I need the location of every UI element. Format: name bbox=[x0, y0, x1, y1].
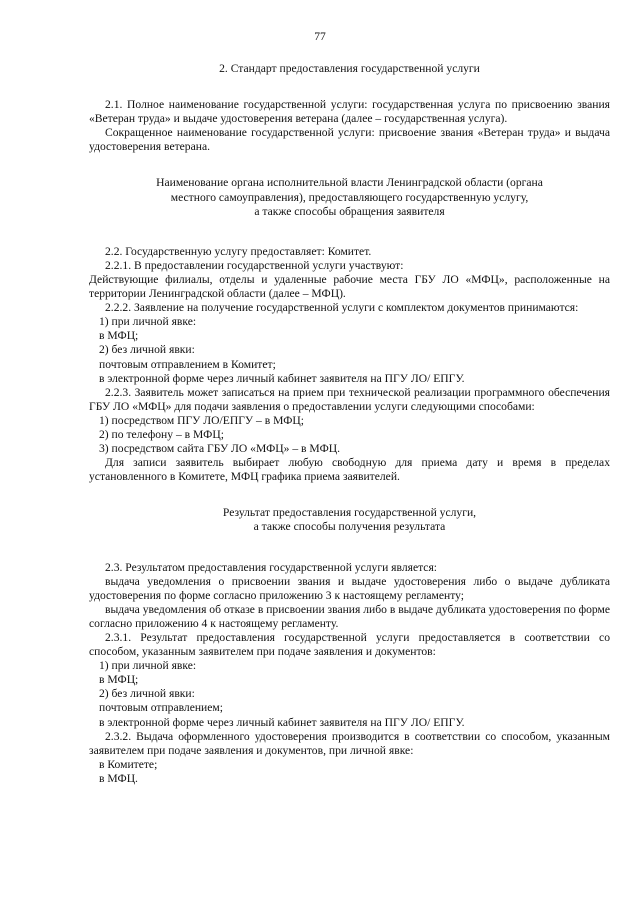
list-item: почтовым отправлением в Комитет; bbox=[99, 357, 276, 371]
heading-organ bbox=[89, 176, 610, 218]
paragraph-2-3-2: 2.3.2. Выдача оформленного удостоверения производится в соответствии со способом, указанным заявителем при подаче заявления и документов, при личной явке: bbox=[89, 729, 610, 757]
paragraph-2-2-2: 2.2.2. Заявление на получение государственной услуги с комплектом документов принимаются: bbox=[105, 301, 579, 315]
paragraph-2-2-1: 2.2.1. В предоставлении государственной услуги участвуют: bbox=[105, 258, 404, 272]
paragraph-2-3-a: выдача уведомления о присвоении звания и выдаче удостоверения либо о выдаче дубликата удостоверения по форме согласно приложению 3 к настоящему регламенту; bbox=[89, 574, 610, 602]
section-title: 2. Стандарт предоставления государственной услуги bbox=[219, 62, 480, 75]
paragraph-2-2-3: 2.2.3. Заявитель может записаться на прием при технической реализации программного обеспечения ГБУ ЛО «МФЦ» для подачи заявления о предоставлении услуги следующими способами: bbox=[89, 385, 610, 413]
paragraph-2-3: 2.3. Результатом предоставления государственной услуги является: bbox=[105, 560, 438, 574]
list-item: в МФЦ; bbox=[99, 673, 139, 687]
list-item: 1) при личной явке: bbox=[99, 659, 197, 673]
list-item: 2) без личной явки: bbox=[99, 687, 195, 701]
list-item: 2) без личной явки: bbox=[99, 343, 195, 357]
list-item: 3) посредством сайта ГБУ ЛО «МФЦ» – в МФЦ. bbox=[99, 442, 341, 456]
list-item: в МФЦ. bbox=[99, 771, 138, 785]
heading-line: Результат предоставления государственной услуги, bbox=[222, 506, 477, 520]
heading-line: Наименование органа исполнительной власти Ленинградской области (органа bbox=[156, 176, 543, 190]
page-number: 77 bbox=[314, 30, 326, 43]
list-item: 1) при личной явке: bbox=[99, 315, 197, 329]
list-item: в Комитете; bbox=[99, 757, 158, 771]
list-item: в электронной форме через личный кабинет заявителя на ПГУ ЛО/ ЕПГУ. bbox=[99, 371, 465, 385]
list-item: в электронной форме через личный кабинет заявителя на ПГУ ЛО/ ЕПГУ. bbox=[99, 715, 465, 729]
paragraph-2-2: 2.2. Государственную услугу предоставляет: Комитет. bbox=[105, 244, 372, 258]
heading-result bbox=[89, 506, 610, 534]
heading-line: а также способы получения результата bbox=[253, 520, 446, 534]
paragraph-2-3-b: выдача уведомления об отказе в присвоении звания либо в выдаче дубликата удостоверения по форме согласно приложению 4 к настоящему регламенту. bbox=[89, 602, 610, 630]
paragraph-2-1-short-name: Сокращенное наименование государственной услуги: присвоение звания «Ветеран труда» и выдача удостоверения ветерана. bbox=[89, 126, 610, 154]
document-body bbox=[89, 62, 610, 786]
paragraph-2-2-3-note: Для записи заявитель выбирает любую свободную для приема дату и время в пределах установленного в Комитете, МФЦ графика приема заявителей. bbox=[89, 456, 610, 484]
heading-line: местного самоуправления), предоставляющего государственную услугу, bbox=[170, 190, 529, 204]
list-item: 2) по телефону – в МФЦ; bbox=[99, 427, 224, 441]
list-item: в МФЦ; bbox=[99, 329, 139, 343]
list-item: 1) посредством ПГУ ЛО/ЕПГУ – в МФЦ; bbox=[99, 413, 304, 427]
paragraph-2-2-1-text: Действующие филиалы, отделы и удаленные рабочие места ГБУ ЛО «МФЦ», расположенные на территории Ленинградской области (далее – МФЦ). bbox=[89, 272, 610, 301]
heading-line: а также способы обращения заявителя bbox=[254, 204, 445, 218]
paragraph-2-1-full-name: 2.1. Полное наименование государственной услуги: государственная услуга по присвоению звания «Ветеран труда» и выдаче удостоверения ветерана (далее – государственная услуга). bbox=[89, 98, 610, 126]
paragraph-2-3-1: 2.3.1. Результат предоставления государственной услуги предоставляется в соответствии со способом, указанным заявителем при подаче заявления и документов: bbox=[89, 631, 610, 659]
list-item: почтовым отправлением; bbox=[99, 701, 223, 715]
